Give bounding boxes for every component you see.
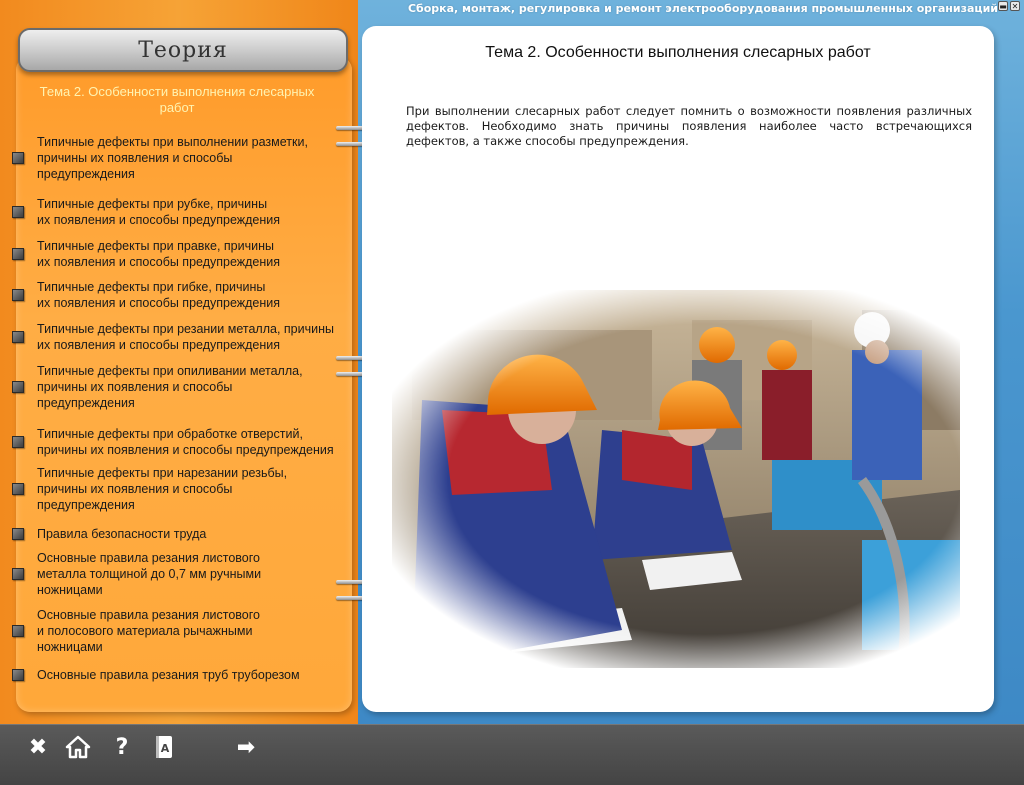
menu-item-straightening-defects[interactable]	[12, 238, 348, 270]
book-icon[interactable]	[150, 733, 178, 761]
window-title: Сборка, монтаж, регулировка и ремонт электрооборудования промышленных организаций	[407, 2, 998, 15]
menu-item-label: Основные правила резания труб труборезом	[37, 668, 300, 682]
menu-item-hole-defects[interactable]	[12, 426, 348, 458]
bullet-icon	[12, 248, 24, 260]
menu-item-label: Типичные дефекты при резании металла, причины их появления и способы предупреждения	[37, 322, 334, 352]
bullet-icon	[12, 289, 24, 301]
bullet-icon	[12, 381, 24, 393]
menu-item-label: Правила безопасности труда	[37, 527, 207, 541]
menu-item-threading-defects[interactable]	[12, 465, 348, 513]
close-icon[interactable]: ✖	[28, 734, 48, 760]
menu-item-hand-shears-rules[interactable]	[12, 550, 348, 598]
menu-item-label: Типичные дефекты при нарезании резьбы, причины их появления и способы предупреждения	[37, 466, 288, 512]
glossary-book-glyph	[152, 734, 176, 760]
bullet-icon	[12, 669, 24, 681]
menu-item-bending-defects[interactable]	[12, 279, 348, 311]
home-icon[interactable]	[64, 733, 92, 761]
sidebar-subtitle: Тема 2. Особенности выполнения слесарных работ	[39, 84, 315, 115]
menu-item-marking-defects[interactable]	[12, 134, 348, 182]
svg-text:A: A	[160, 742, 170, 755]
bullet-icon	[12, 206, 24, 218]
help-icon[interactable]: ?	[115, 734, 129, 760]
menu-item-label: Типичные дефекты при гибке, причины их появления и способы предупреждения	[37, 280, 281, 310]
minimize-button[interactable]: ▬	[999, 2, 1007, 11]
menu-item-filing-defects[interactable]	[12, 363, 348, 411]
close-window-button[interactable]: ✕	[1011, 2, 1019, 11]
menu-item-lever-shears-rules[interactable]	[12, 607, 348, 655]
menu-item-label: Основные правила резания листового и полосового материала рычажными ножницами	[37, 608, 260, 654]
home-icon-glyph	[65, 735, 91, 759]
bullet-icon	[12, 483, 24, 495]
bullet-icon	[12, 528, 24, 540]
bottom-toolbar	[0, 724, 1024, 785]
menu-item-cutting-defects[interactable]	[12, 321, 348, 353]
menu-item-label: Типичные дефекты при выполнении разметки, причины их появления и способы предупреждения	[37, 135, 308, 181]
next-arrow-icon[interactable]: ➡	[236, 734, 256, 760]
content-paragraph: При выполнении слесарных работ следует помнить о возможности появления различных дефектов. Необходимо знать причины появления наиболее часто встречающихся дефектов, а также способы предупреждения.	[406, 104, 972, 148]
theory-header-button[interactable]: Теория	[18, 28, 348, 72]
menu-item-label: Типичные дефекты при правке, причины их появления и способы предупреждения	[37, 239, 281, 269]
menu-item-label: Основные правила резания листового металла толщиной до 0,7 мм ручными ножницами	[37, 551, 262, 597]
content-title: Тема 2. Особенности выполнения слесарных работ	[485, 44, 871, 61]
menu-item-label: Типичные дефекты при обработке отверстий, причины их появления и способы предупреждения	[37, 427, 334, 457]
menu-item-pipe-cutter-rules[interactable]	[12, 667, 348, 683]
workshop-photo	[392, 290, 960, 668]
workshop-photo-illustration	[392, 290, 960, 668]
bullet-icon	[12, 568, 24, 580]
bullet-icon	[12, 436, 24, 448]
sidebar	[0, 0, 358, 724]
menu-item-safety-rules[interactable]	[12, 526, 348, 542]
menu-item-label: Типичные дефекты при опиливании металла, причины их появления и способы предупреждения	[37, 364, 303, 410]
menu-item-label: Типичные дефекты при рубке, причины их появления и способы предупреждения	[37, 197, 281, 227]
content-card	[362, 26, 994, 712]
bullet-icon	[12, 152, 24, 164]
bullet-icon	[12, 625, 24, 637]
bullet-icon	[12, 331, 24, 343]
menu-item-chopping-defects[interactable]	[12, 196, 348, 228]
